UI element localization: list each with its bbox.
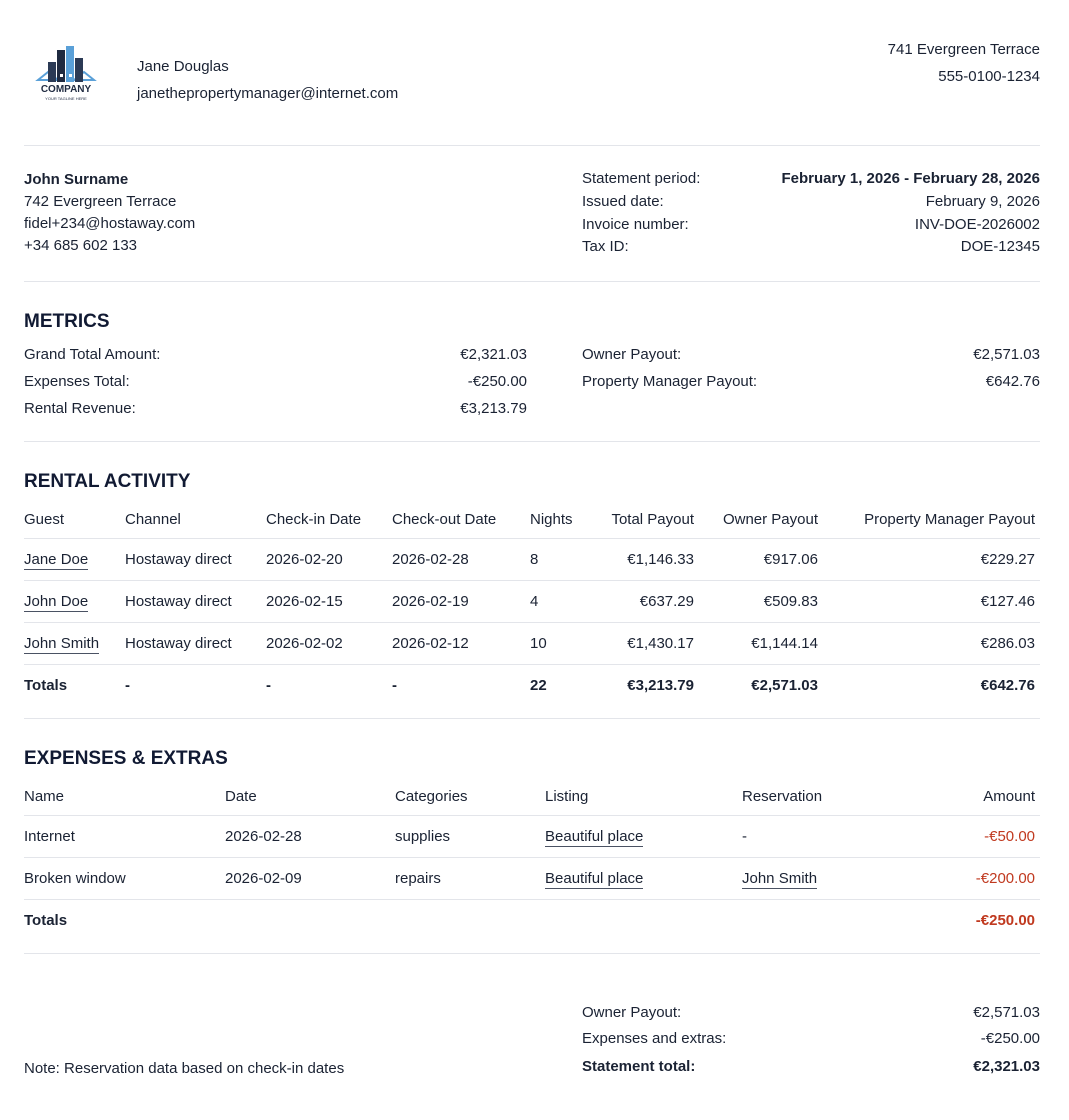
table-cell: €917.06 [694,539,818,581]
summary-owner-value: €2,571.03 [973,1004,1040,1021]
owner-phone: +34 685 602 133 [24,237,138,254]
invoice-number-value: INV-DOE-2026002 [914,216,1040,233]
table-cell: Hostaway direct [125,623,266,665]
table-cell: €1,146.33 [586,539,694,581]
guest-link[interactable]: John Smith [24,635,100,652]
table-cell: €229.27 [818,539,1040,581]
metric-label: Property Manager Payout: [582,373,758,390]
table-cell: €3,213.79 [627,676,694,694]
table-cell: 2026-02-15 [266,581,392,623]
metric-value: €642.76 [985,373,1040,390]
metric-label: Grand Total Amount: [24,346,161,363]
table-cell: 22 [530,676,547,694]
table-cell: €286.03 [818,623,1040,665]
column-header: Date [225,788,395,816]
table-row [24,539,1040,581]
table-cell [225,900,395,941]
table-cell: Internet [24,816,225,858]
totals-row [24,665,1040,706]
divider [24,441,1040,442]
statement-period-label: Statement period: [582,170,701,187]
table-cell: - [392,676,397,694]
owner-email[interactable]: fidel+234@hostaway.com [24,215,196,232]
amount-cell: -€200.00 [902,858,1040,900]
metric-label: Expenses Total: [24,373,130,390]
statement-period-value: February 1, 2026 - February 28, 2026 [781,170,1040,187]
table-header-row [24,511,1040,539]
summary-expenses-label: Expenses and extras: [582,1030,727,1047]
totals-row [24,900,1040,941]
table-cell [545,900,742,941]
metric-label: Rental Revenue: [24,400,136,417]
divider [24,281,1040,282]
column-header: Reservation [742,788,902,816]
header-address: 741 Evergreen Terrace [887,41,1040,58]
table-cell: €127.46 [818,581,1040,623]
issued-date-value: February 9, 2026 [925,193,1040,210]
header-phone: 555-0100-1234 [938,68,1040,85]
footnote: Note: Reservation data based on check-in dates [24,1060,345,1077]
building-logo-icon [34,44,98,86]
guest-link[interactable]: Jane Doe [24,551,89,568]
column-header: Total Payout [586,511,694,539]
listing-cell [545,858,742,900]
column-header: Guest [24,511,125,539]
table-cell: 10 [530,623,586,665]
listing-link[interactable]: Beautiful place [545,870,644,887]
column-header: Property Manager Payout [818,511,1040,539]
table-cell: 2026-02-28 [392,539,530,581]
table-cell: 2026-02-02 [266,623,392,665]
table-cell: €637.29 [586,581,694,623]
manager-name: Jane Douglas [137,58,229,75]
logo-text: COMPANY [40,84,92,95]
reservation-cell [742,858,902,900]
column-header: Name [24,788,225,816]
summary-owner-label: Owner Payout: [582,1004,682,1021]
divider [24,145,1040,146]
table-cell: Hostaway direct [125,539,266,581]
table-row [24,858,1040,900]
column-header: Nights [530,511,586,539]
table-cell [742,900,902,941]
table-cell: - [742,816,902,858]
table-cell [395,900,545,941]
metric-value: -€250.00 [467,373,527,390]
issued-date-label: Issued date: [582,193,664,210]
listing-cell [545,816,742,858]
guest-cell [24,581,125,623]
column-header: Check-out Date [392,511,530,539]
table-cell: supplies [395,816,545,858]
table-cell: - [125,676,130,694]
tax-id-label: Tax ID: [582,238,629,255]
amount-cell: -€250.00 [975,911,1035,929]
column-header: Amount [902,788,1040,816]
logo-tagline: YOUR TAGLINE HERE [45,96,87,101]
table-cell: 8 [530,539,586,581]
metric-value: €3,213.79 [460,400,527,417]
divider [24,953,1040,954]
table-header-row [24,788,1040,816]
table-row [24,581,1040,623]
manager-email[interactable]: janethepropertymanager@internet.com [137,85,399,102]
table-cell: €2,571.03 [751,676,818,694]
summary-expenses-value: -€250.00 [980,1030,1040,1047]
amount-cell: -€50.00 [902,816,1040,858]
reservation-link[interactable]: John Smith [742,870,818,887]
company-logo [34,44,98,104]
metrics-title: METRICS [24,311,110,332]
divider [24,718,1040,719]
table-cell: 2026-02-20 [266,539,392,581]
table-cell: 2026-02-28 [225,816,395,858]
guest-link[interactable]: John Doe [24,593,89,610]
metric-value: €2,571.03 [973,346,1040,363]
column-header: Check-in Date [266,511,392,539]
table-cell: repairs [395,858,545,900]
column-header: Owner Payout [694,511,818,539]
table-cell: 2026-02-12 [392,623,530,665]
statement-total-label: Statement total: [582,1058,696,1075]
expenses-table [24,788,1040,940]
table-cell: Broken window [24,858,225,900]
invoice-number-label: Invoice number: [582,216,689,233]
listing-link[interactable]: Beautiful place [545,828,644,845]
table-row [24,816,1040,858]
table-cell: €1,430.17 [586,623,694,665]
table-cell: €642.76 [980,676,1035,694]
guest-cell [24,539,125,581]
table-cell: 4 [530,581,586,623]
metric-label: Owner Payout: [582,346,682,363]
table-cell: €1,144.14 [694,623,818,665]
owner-address: 742 Evergreen Terrace [24,193,177,210]
table-cell: €509.83 [694,581,818,623]
column-header: Channel [125,511,266,539]
rental-activity-table [24,511,1040,705]
column-header: Listing [545,788,742,816]
statement-total-value: €2,321.03 [973,1058,1040,1075]
table-cell: Hostaway direct [125,581,266,623]
table-row [24,623,1040,665]
expenses-title: EXPENSES & EXTRAS [24,748,228,769]
table-cell: Totals [24,676,68,694]
tax-id-value: DOE-12345 [960,238,1040,255]
table-cell: 2026-02-19 [392,581,530,623]
table-cell: Totals [24,911,68,929]
owner-name: John Surname [24,171,129,188]
rental-activity-title: RENTAL ACTIVITY [24,471,191,492]
table-cell: - [266,676,271,694]
metric-value: €2,321.03 [460,346,527,363]
guest-cell [24,623,125,665]
table-cell: 2026-02-09 [225,858,395,900]
column-header: Categories [395,788,545,816]
